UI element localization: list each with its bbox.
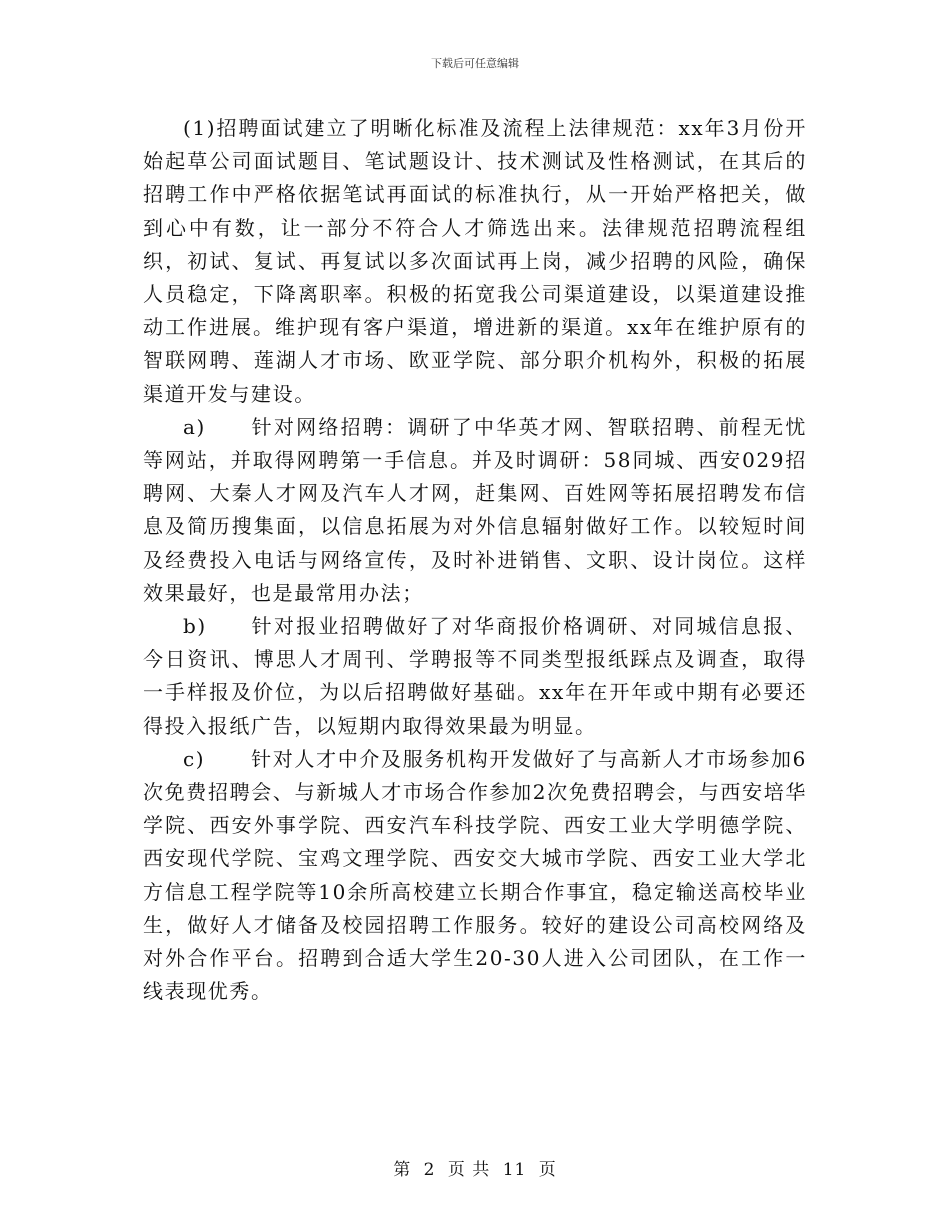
list-label: c) [183, 746, 206, 771]
document-body [143, 112, 807, 1008]
paragraph-1 [143, 112, 807, 411]
list-label: a) [183, 414, 206, 439]
paragraph-text: 针对网络招聘：调研了中华英才网、智联招聘、前程无忧等网站，并取得网聘第一手信息。并及时调研：58同城、西安029招聘网、大秦人才网及汽车人才网，赶集网、百姓网等拓展招聘发布信息及简历搜集面，以信息拓展为对外信息辐射做好工作。以较短时间及经费投入电话与网络宣传，及时补进销售、文职、设计岗位。这样效果最好，也是最常用办法； [143, 414, 807, 605]
current-page-number: 2 [423, 1160, 436, 1180]
header-note: 下载后可任意编辑 [431, 57, 519, 70]
paragraph-text: (1)招聘面试建立了明晰化标准及流程上法律规范：xx年3月份开始起草公司面试题目、笔试题设计、技术测试及性格测试，在其后的招聘工作中严格依据笔试再面试的标准执行，从一开始严格把关，做到心中有数，让一部分不符合人才筛选出来。法律规范招聘流程组织，初试、复试、再复试以多次面试再上岗，减少招聘的风险，确保人员稳定，下降离职率。积极的拓宽我公司渠道建设，以渠道建设推动工作进展。维护现有客户渠道，增进新的渠道。xx年在维护原有的智联网聘、莲湖人才市场、欧亚学院、部分职介机构外，积极的拓展渠道开发与建设。 [143, 116, 807, 406]
total-pages-number: 11 [502, 1160, 527, 1180]
footer-prefix: 第 [393, 1160, 412, 1180]
paragraph-text: 针对报业招聘做好了对华商报价格调研、对同城信息报、今日资讯、博思人才周刊、学聘报等不同类型报纸踩点及调查，取得一手样报及价位，为以后招聘做好基础。xx年在开年或中期有必要还得投入报纸广告，以短期内取得效果最为明显。 [143, 614, 807, 738]
list-label: b) [183, 614, 207, 639]
footer-middle: 页 共 [447, 1160, 491, 1180]
paragraph-b [143, 610, 807, 743]
page-footer [0, 1155, 950, 1180]
paragraph-c [143, 743, 807, 1009]
paragraph-a [143, 411, 807, 610]
paragraph-text: 针对人才中介及服务机构开发做好了与高新人才市场参加6次免费招聘会、与新城人才市场合作参加2次免费招聘会，与西安培华学院、西安外事学院、西安汽车科技学院、西安工业大学明德学院、西安现代学院、宝鸡文理学院、西安交大城市学院、西安工业大学北方信息工程学院等10余所高校建立长期合作事宜，稳定输送高校毕业生，做好人才储备及校园招聘工作服务。较好的建设公司高校网络及对外合作平台。招聘到合适大学生20-30人进入公司团队，在工作一线表现优秀。 [143, 746, 807, 1004]
footer-suffix: 页 [538, 1160, 557, 1180]
